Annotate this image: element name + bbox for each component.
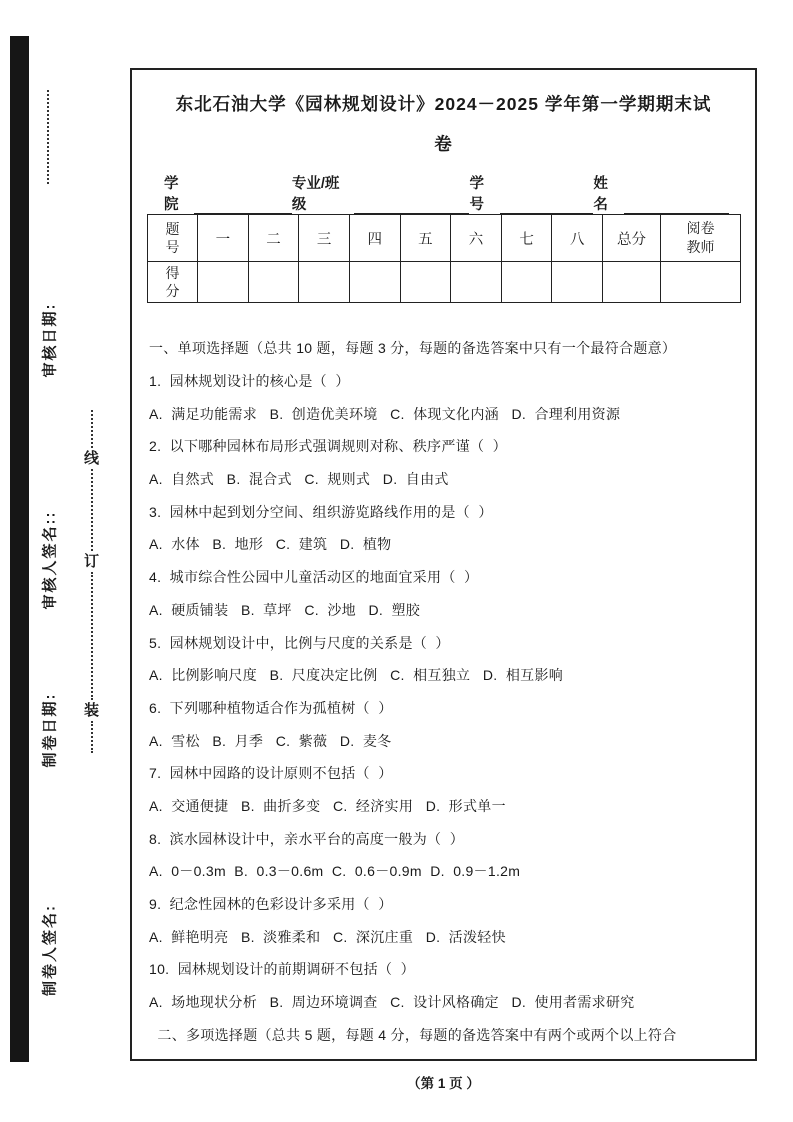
score-col-8: 八: [552, 215, 603, 262]
school-blank[interactable]: [194, 198, 292, 214]
score-cell-grader[interactable]: [661, 262, 741, 303]
score-col-2: 二: [248, 215, 299, 262]
question-5: 5. 园林规划设计中，比例与尺度的关系是（ ）: [149, 634, 450, 651]
exam-frame: [130, 68, 757, 1061]
score-cell-total[interactable]: [603, 262, 661, 303]
question-5-options: A. 比例影响尺度 B. 尺度决定比例 C. 相互独立 D. 相互影响: [149, 667, 564, 684]
score-cell[interactable]: [198, 262, 249, 303]
student-id-blank[interactable]: [500, 198, 594, 214]
question-3-options: A. 水体 B. 地形 C. 建筑 D. 植物: [149, 536, 392, 553]
score-col-3: 三: [299, 215, 350, 262]
section-1-header: 一、单项选择题（总共 10 题，每题 3 分，每题的备选答案中只有一个最符合题意）: [149, 340, 677, 357]
question-1-options: A. 满足功能需求 B. 创造优美环境 C. 体现文化内涵 D. 合理利用资源: [149, 405, 621, 422]
score-table-header-label: 题号: [148, 215, 198, 262]
exam-title-line1: 东北石油大学《园林规划设计》2024－2025 学年第一学期期末试: [175, 94, 712, 114]
major-class-label: 专业/班级: [291, 176, 340, 213]
binding-line: [84, 410, 99, 776]
question-8-options: A. 0－0.3m B. 0.3－0.6m C. 0.6－0.9m D. 0.9－1.2m: [149, 863, 521, 880]
binding-char-zhuang: 装: [84, 702, 100, 719]
question-2: 2. 以下哪种园林布局形式强调规则对称、秩序严谨（ ）: [149, 438, 507, 455]
question-10-options: A. 场地现状分析 B. 周边环境调查 C. 设计风格确定 D. 使用者需求研究: [149, 994, 635, 1011]
question-body: [149, 332, 743, 1051]
question-3: 3. 园林中起到划分空间、组织游览路线作用的是（ ）: [149, 503, 493, 520]
score-table: [147, 214, 741, 303]
question-10: 10. 园林规划设计的前期调研不包括（ ）: [149, 961, 415, 978]
score-cell[interactable]: [451, 262, 502, 303]
question-9-options: A. 鲜艳明亮 B. 淡雅柔和 C. 深沉庄重 D. 活泼轻快: [149, 928, 506, 945]
question-9: 9. 纪念性园林的色彩设计多采用（ ）: [149, 896, 393, 913]
question-4-options: A. 硬质铺装 B. 草坪 C. 沙地 D. 塑胶: [149, 601, 421, 618]
info-item-student-id: [469, 172, 593, 214]
binding-dotted-segment: [91, 469, 93, 551]
page-number: （第 1 页 ）: [407, 1076, 480, 1091]
binding-char-ding: 订: [84, 553, 100, 570]
question-8: 8. 滨水园林设计中，亲水平台的高度一般为（ ）: [149, 830, 465, 847]
maker-date-label: 制卷日期:: [41, 692, 59, 768]
section-2-header: 二、多项选择题（总共 5 题，每题 4 分，每题的备选答案中有两个或两个以上符合: [149, 1026, 677, 1043]
binding-char-xian: 线: [84, 450, 100, 467]
maker-signature-label: 制卷人签名:: [41, 904, 59, 996]
score-cell[interactable]: [299, 262, 350, 303]
question-7-options: A. 交通便捷 B. 曲折多变 C. 经济实用 D. 形式单一: [149, 797, 506, 814]
score-col-7: 七: [501, 215, 552, 262]
left-margin-bar: [10, 36, 29, 1062]
name-label: 姓名: [593, 176, 608, 213]
school-label: 学院: [164, 176, 179, 213]
binding-dotted-segment: [91, 721, 93, 753]
review-date-label: 审核日期:: [41, 302, 59, 378]
score-col-grader: 阅卷教师: [661, 215, 741, 262]
question-1: 1. 园林规划设计的核心是（ ）: [149, 373, 350, 390]
info-item-school: [164, 172, 292, 214]
score-cell[interactable]: [400, 262, 451, 303]
exam-title-line2: 卷: [434, 134, 453, 154]
binding-dotted-segment: [91, 572, 93, 700]
score-col-4: 四: [349, 215, 400, 262]
score-cell[interactable]: [349, 262, 400, 303]
exam-title: [132, 84, 755, 164]
student-id-label: 学号: [469, 176, 484, 213]
question-6-options: A. 雪松 B. 月季 C. 紫薇 D. 麦冬: [149, 732, 392, 749]
score-col-5: 五: [400, 215, 451, 262]
question-4: 4. 城市综合性公园中儿童活动区的地面宜采用（ ）: [149, 569, 479, 586]
score-cell[interactable]: [248, 262, 299, 303]
name-blank[interactable]: [624, 198, 729, 214]
binding-dotted-segment: [91, 410, 93, 448]
reviewer-signature-label: 审核人签名::: [41, 510, 59, 610]
student-info-row: [164, 172, 729, 214]
score-cell[interactable]: [501, 262, 552, 303]
question-7: 7. 园林中园路的设计原则不包括（ ）: [149, 765, 393, 782]
info-item-major-class: [292, 172, 470, 214]
score-col-total: 总分: [603, 215, 661, 262]
score-col-1: 一: [198, 215, 249, 262]
question-2-options: A. 自然式 B. 混合式 C. 规则式 D. 自由式: [149, 471, 449, 488]
info-item-name: [593, 172, 729, 214]
score-row-label: 得分: [148, 262, 198, 303]
score-cell[interactable]: [552, 262, 603, 303]
major-class-blank[interactable]: [354, 198, 469, 214]
question-6: 6. 下列哪种植物适合作为孤植树（ ）: [149, 699, 393, 716]
signature-fill-line: [47, 90, 49, 184]
score-col-6: 六: [451, 215, 502, 262]
